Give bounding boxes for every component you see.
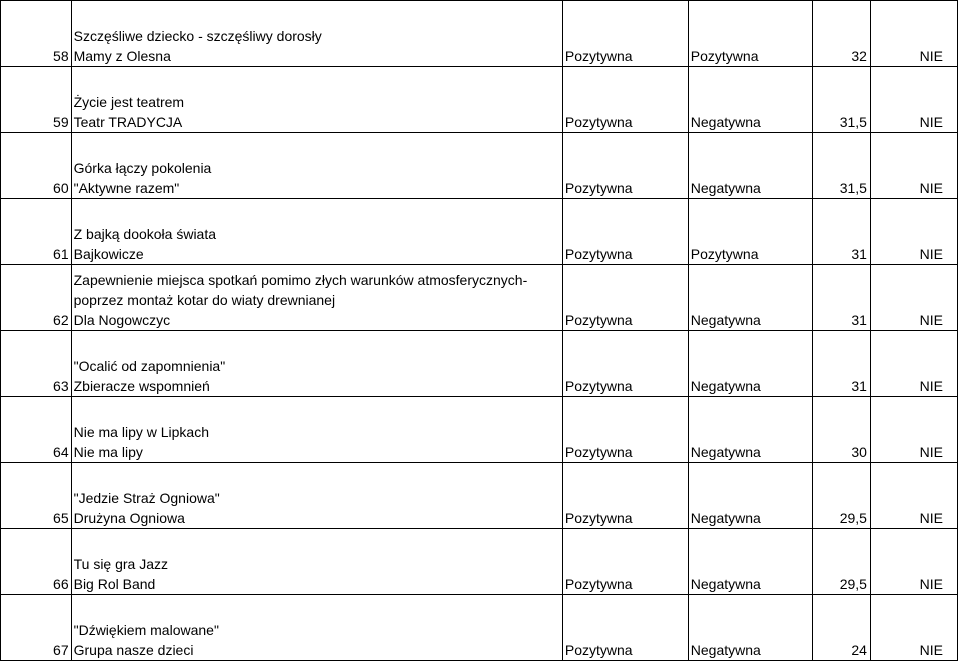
opinion-2: Negatywna	[688, 397, 812, 463]
table-row	[1, 595, 958, 661]
table-row	[1, 397, 958, 463]
project-title: Życie jest teatrem	[73, 94, 185, 110]
score: 29,5	[812, 529, 870, 595]
table-row	[1, 331, 958, 397]
opinion-2: Negatywna	[688, 133, 812, 199]
project-cell	[71, 265, 562, 331]
opinion-2: Pozytywna	[688, 199, 812, 265]
score: 31	[812, 331, 870, 397]
project-cell	[71, 331, 562, 397]
project-title: Tu się gra Jazz	[73, 556, 169, 572]
row-number: 66	[1, 529, 72, 595]
score: 29,5	[812, 463, 870, 529]
project-title-line-1: Zapewnienie miejsca spotkań pomimo złych warunków atmosferycznych-	[73, 272, 528, 288]
group-name: Mamy z Olesna	[73, 48, 171, 64]
project-cell	[71, 199, 562, 265]
decision: NIE	[870, 595, 957, 661]
opinion-1: Pozytywna	[562, 529, 688, 595]
results-table-body	[1, 1, 958, 661]
project-title: Nie ma lipy w Lipkach	[73, 424, 209, 440]
project-title: "Jedzie Straż Ogniowa"	[73, 490, 220, 506]
project-title: "Ocalić od zapomnienia"	[73, 358, 226, 374]
row-number: 61	[1, 199, 72, 265]
opinion-2: Pozytywna	[688, 1, 812, 67]
group-name: Zbieracze wspomnień	[73, 378, 210, 394]
group-name: Big Rol Band	[73, 576, 156, 592]
opinion-1: Pozytywna	[562, 133, 688, 199]
decision: NIE	[870, 133, 957, 199]
score: 31,5	[812, 67, 870, 133]
table-row	[1, 529, 958, 595]
group-name: Bajkowicze	[73, 246, 144, 262]
score: 31	[812, 265, 870, 331]
project-title: Szczęśliwe dziecko - szczęśliwy dorosły	[73, 28, 322, 44]
project-cell	[71, 397, 562, 463]
project-cell	[71, 67, 562, 133]
project-cell	[71, 529, 562, 595]
table-row	[1, 67, 958, 133]
score: 31,5	[812, 133, 870, 199]
project-cell	[71, 133, 562, 199]
opinion-2: Negatywna	[688, 529, 812, 595]
decision: NIE	[870, 199, 957, 265]
row-number: 58	[1, 1, 72, 67]
project-cell	[71, 595, 562, 661]
table-row	[1, 265, 958, 331]
opinion-2: Negatywna	[688, 331, 812, 397]
project-title: Z bajką dookoła świata	[73, 226, 217, 242]
row-number: 62	[1, 265, 72, 331]
row-number: 64	[1, 397, 72, 463]
group-name: Nie ma lipy	[73, 444, 143, 460]
score: 31	[812, 199, 870, 265]
project-title: "Dźwiękiem malowane"	[73, 622, 219, 638]
opinion-2: Negatywna	[688, 595, 812, 661]
project-cell	[71, 1, 562, 67]
score: 30	[812, 397, 870, 463]
opinion-2: Negatywna	[688, 67, 812, 133]
score: 32	[812, 1, 870, 67]
group-name: Drużyna Ogniowa	[73, 510, 185, 526]
opinion-1: Pozytywna	[562, 265, 688, 331]
decision: NIE	[870, 67, 957, 133]
opinion-1: Pozytywna	[562, 397, 688, 463]
opinion-1: Pozytywna	[562, 199, 688, 265]
group-name: "Aktywne razem"	[73, 180, 180, 196]
opinion-1: Pozytywna	[562, 331, 688, 397]
opinion-1: Pozytywna	[562, 595, 688, 661]
table-row	[1, 133, 958, 199]
decision: NIE	[870, 529, 957, 595]
row-number: 67	[1, 595, 72, 661]
score: 24	[812, 595, 870, 661]
decision: NIE	[870, 1, 957, 67]
project-title-line-2: poprzez montaż kotar do wiaty drewnianej	[73, 292, 336, 308]
group-name: Teatr TRADYCJA	[73, 114, 183, 130]
opinion-1: Pozytywna	[562, 67, 688, 133]
row-number: 65	[1, 463, 72, 529]
project-cell	[71, 463, 562, 529]
decision: NIE	[870, 397, 957, 463]
group-name: Dla Nogowczyc	[73, 312, 171, 328]
row-number: 63	[1, 331, 72, 397]
row-number: 59	[1, 67, 72, 133]
table-row	[1, 199, 958, 265]
opinion-2: Negatywna	[688, 463, 812, 529]
row-number: 60	[1, 133, 72, 199]
group-name: Grupa nasze dzieci	[73, 642, 194, 658]
project-title: Górka łączy pokolenia	[73, 160, 212, 176]
decision: NIE	[870, 463, 957, 529]
opinion-1: Pozytywna	[562, 463, 688, 529]
decision: NIE	[870, 265, 957, 331]
opinion-2: Negatywna	[688, 265, 812, 331]
decision: NIE	[870, 331, 957, 397]
table-row	[1, 1, 958, 67]
table-row	[1, 463, 958, 529]
opinion-1: Pozytywna	[562, 1, 688, 67]
